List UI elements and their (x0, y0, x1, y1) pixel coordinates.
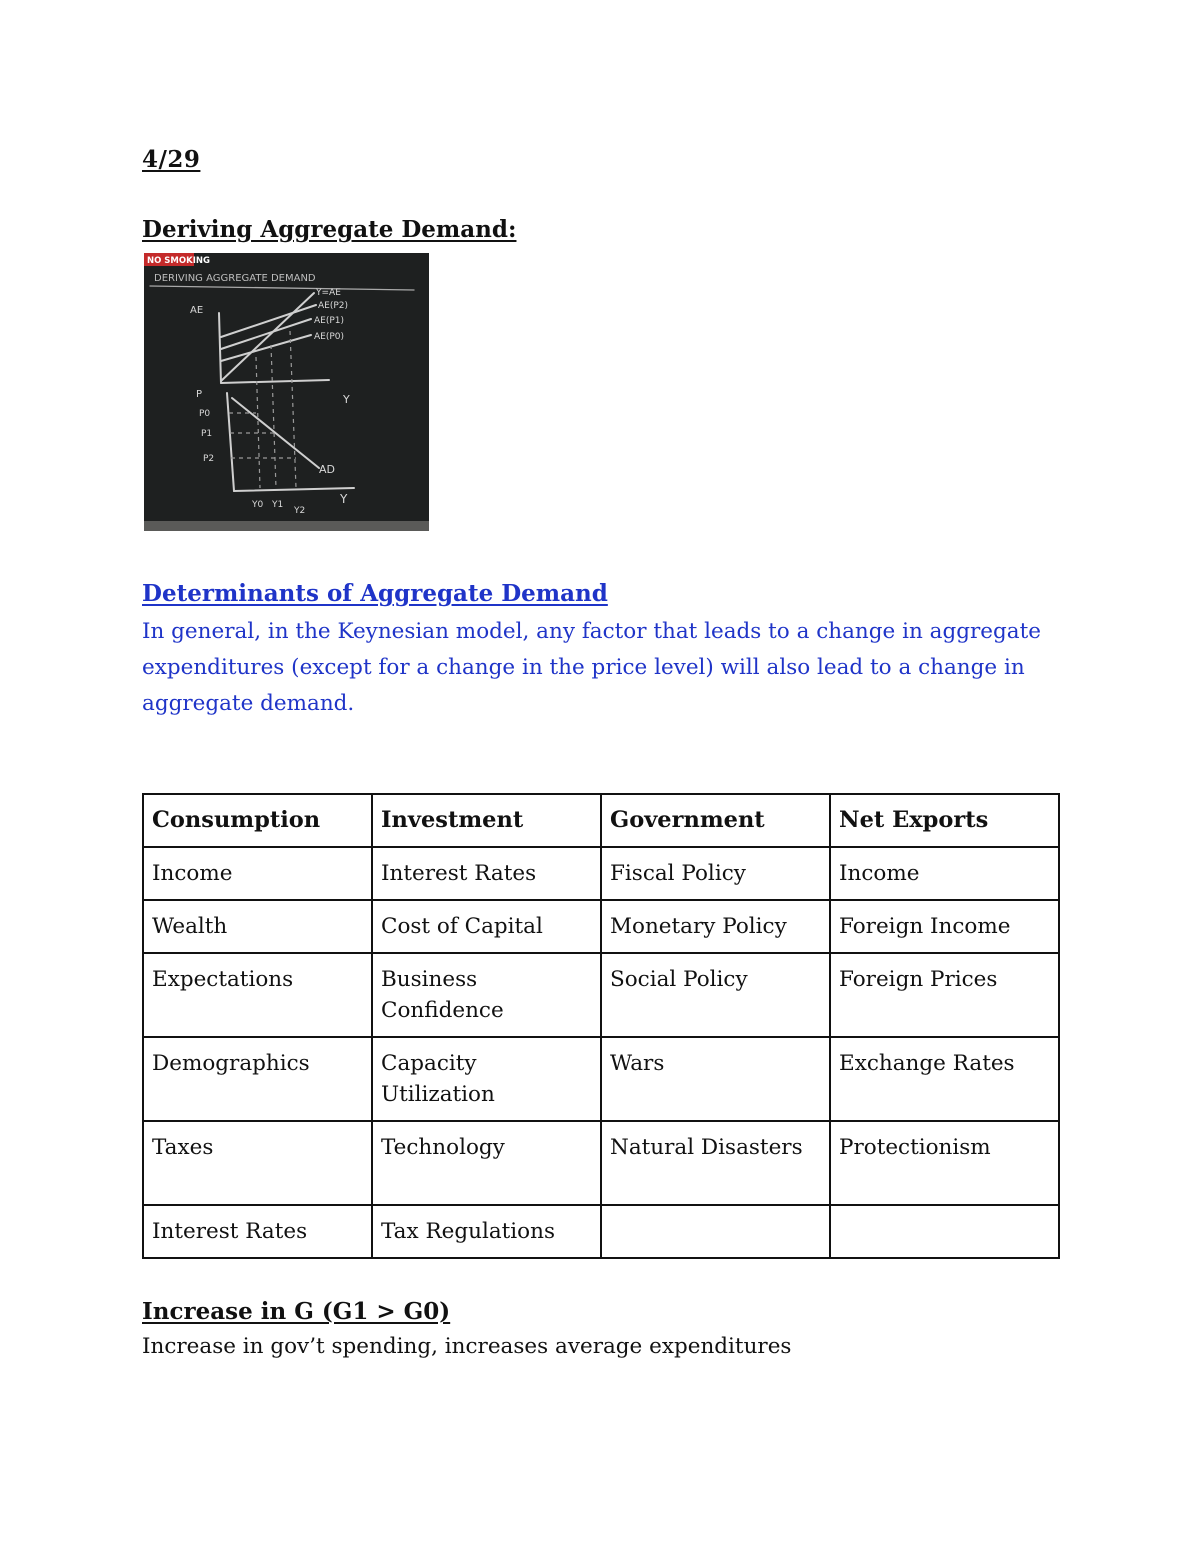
table-cell: Protectionism (830, 1121, 1059, 1205)
header-net-exports: Net Exports (830, 794, 1059, 847)
y2-label: Y2 (294, 506, 306, 516)
table-cell: Social Policy (601, 953, 830, 1037)
p-axis-label: P (196, 389, 203, 400)
p2-label: P2 (203, 454, 215, 464)
table-cell: Wealth (143, 900, 372, 953)
table-cell: Technology (372, 1121, 601, 1205)
section-heading-deriving-ad: Deriving Aggregate Demand: (142, 216, 517, 243)
determinants-body: In general, in the Keynesian model, any factor that leads to a change in aggregate expenditures (except for a change in the price level) will also lead to a change in aggregate demand. (142, 619, 1041, 716)
table-cell: Natural Disasters (601, 1121, 830, 1205)
table-cell: Business Confidence (372, 953, 601, 1037)
date-heading: 4/29 (142, 146, 201, 173)
table-cell: Income (143, 847, 372, 900)
table-cell: Interest Rates (372, 847, 601, 900)
ae-p2-label: AE(P2) (318, 301, 349, 311)
table-row (143, 847, 1059, 900)
table-cell: Income (830, 847, 1059, 900)
table-cell: Foreign Income (830, 900, 1059, 953)
y-axis-top-label: Y (343, 393, 350, 406)
table-cell: Capacity Utilization (372, 1037, 601, 1121)
sign-text: NO SMOKING (147, 256, 210, 266)
determinants-table (142, 793, 1060, 1259)
ad-label: AD (319, 463, 335, 476)
table-cell: Foreign Prices (830, 953, 1059, 1037)
ae-p1-label: AE(P1) (314, 316, 345, 326)
p1-label: P1 (201, 429, 213, 439)
table-cell: Cost of Capital (372, 900, 601, 953)
table-cell: Exchange Rates (830, 1037, 1059, 1121)
determinants-title: Determinants of Aggregate Demand (142, 580, 608, 607)
ae-axis-label: AE (190, 305, 204, 316)
table-row (143, 1205, 1059, 1258)
table-row (143, 900, 1059, 953)
table-header-row (143, 794, 1059, 847)
table-cell (830, 1205, 1059, 1258)
board-title: DERIVING AGGREGATE DEMAND (154, 273, 316, 284)
table-cell: Expectations (143, 953, 372, 1037)
table-cell: Interest Rates (143, 1205, 372, 1258)
ae-p0-label: AE(P0) (314, 332, 345, 342)
chalkboard-photo (144, 253, 429, 531)
header-government: Government (601, 794, 830, 847)
table-cell (601, 1205, 830, 1258)
increase-in-g-body: Increase in gov’t spending, increases average expenditures (142, 1334, 792, 1359)
table-row (143, 1121, 1059, 1205)
increase-in-g-title: Increase in G (G1 > G0) (142, 1298, 451, 1325)
y1-label: Y1 (272, 500, 284, 510)
table-row (143, 1037, 1059, 1121)
table-cell: Monetary Policy (601, 900, 830, 953)
y0-label: Y0 (252, 500, 264, 510)
table-cell: Demographics (143, 1037, 372, 1121)
table-cell: Wars (601, 1037, 830, 1121)
p0-label: P0 (199, 409, 211, 419)
table-row (143, 953, 1059, 1037)
table-cell: Tax Regulations (372, 1205, 601, 1258)
table-cell: Taxes (143, 1121, 372, 1205)
table-cell: Fiscal Policy (601, 847, 830, 900)
header-consumption: Consumption (143, 794, 372, 847)
y-axis-bottom-label: Y (340, 492, 348, 506)
header-investment: Investment (372, 794, 601, 847)
y-equals-ae-label: Y=AE (316, 288, 341, 298)
